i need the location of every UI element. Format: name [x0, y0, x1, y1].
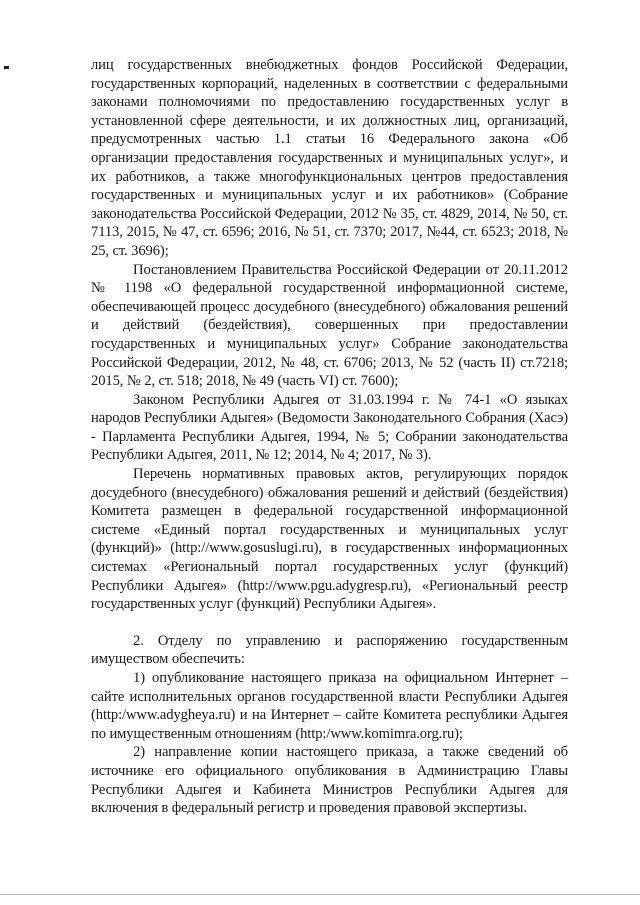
scan-mark [4, 66, 9, 69]
paragraph-gap [91, 614, 568, 632]
document-body [91, 56, 568, 818]
paragraph-languages-law: Законом Республики Адыгея от 31.03.1994 г. № 74-1 «О языках народов Республики Адыгея» (Ведомости Законодательного Собрания (Хасэ) - Парламента Республики Адыгея, 1994, № 5; Собрании законодательства Республики Адыгея, 2011, № 12; 2014, № 4; 2017, № 3). [91, 391, 568, 464]
paragraph-item-2-2: 2) направление копии настоящего приказа, а также сведений об источнике его официального опубликования в Администрацию Главы Республики Адыгея и Кабинета Министров Республики Адыгея для включения в федеральный регистр и проведения правовой экспертизы. [91, 744, 568, 817]
paragraph-legal-acts-list: Перечень нормативных правовых актов, регулирующих порядок досудебного (внесудебного) обжалования решений и действий (бездействия) Комитета размещен в федеральной государственной информационной системе «Единый портал государственных и муниципальных услуг (функций)» (http://www.gosuslugi.ru), в государственных информационных системах «Региональный портал государственных услуг (функций) Республики Адыгея» (http://www.pgu.adygresp.ru), «Региональный реестр государственных услуг (функций) Республики Адыгея». [91, 466, 568, 613]
page-bottom-edge [0, 894, 640, 895]
paragraph-government-decree: Постановлением Правительства Российской Федерации от 20.11.2012 № 1198 «О федеральной государственной информационной системе, обеспечивающей процесс досудебного (внесудебного) обжалования решений и действий (бездействия), совершенных при предоставлении государственных и муниципальных услуг» Собрание законодательства Российской Федерации, 2012, № 48, ст. 6706; 2013, № 52 (часть II) ст.7218; 2015, № 2, ст. 518; 2018, № 49 (часть VI) ст. 7600); [91, 261, 568, 390]
paragraph-continuation: лиц государственных внебюджетных фондов Российской Федерации, государственных корпораций, наделенных в соответствии с федеральными законами полномочиями по предоставлению государственных услуг в установленной сфере деятельности, и их должностных лиц, организаций, предусмотренных частью 1.1 статьи 16 Федерального закона «Об организации предоставления государственных и муниципальных услуг», и их работников, а также многофункциональных центров предоставления государственных и муниципальных услуг и их работников» (Собрание законодательства Российской Федерации, 2012 № 35, ст. 4829, 2014, № 50, ст. 7113, 2015, № 47, ст. 6596; 2016, № 51, ст. 7370; 2017, №44, ст. 6523; 2018, № 25, ст. 3696); [91, 57, 568, 259]
paragraph-item-2-1: 1) опубликование настоящего приказа на официальном Интернет – сайте исполнительных органов государственной власти Республики Адыгея (http:/www.adygheya.ru) и на Интернет – сайте Комитета республики Адыгея по имущественным отношениям (http:/www.komimra.org.ru); [91, 670, 568, 742]
paragraph-item-2: 2. Отделу по управлению и распоряжению государственным имуществом обеспечить: [91, 632, 568, 668]
